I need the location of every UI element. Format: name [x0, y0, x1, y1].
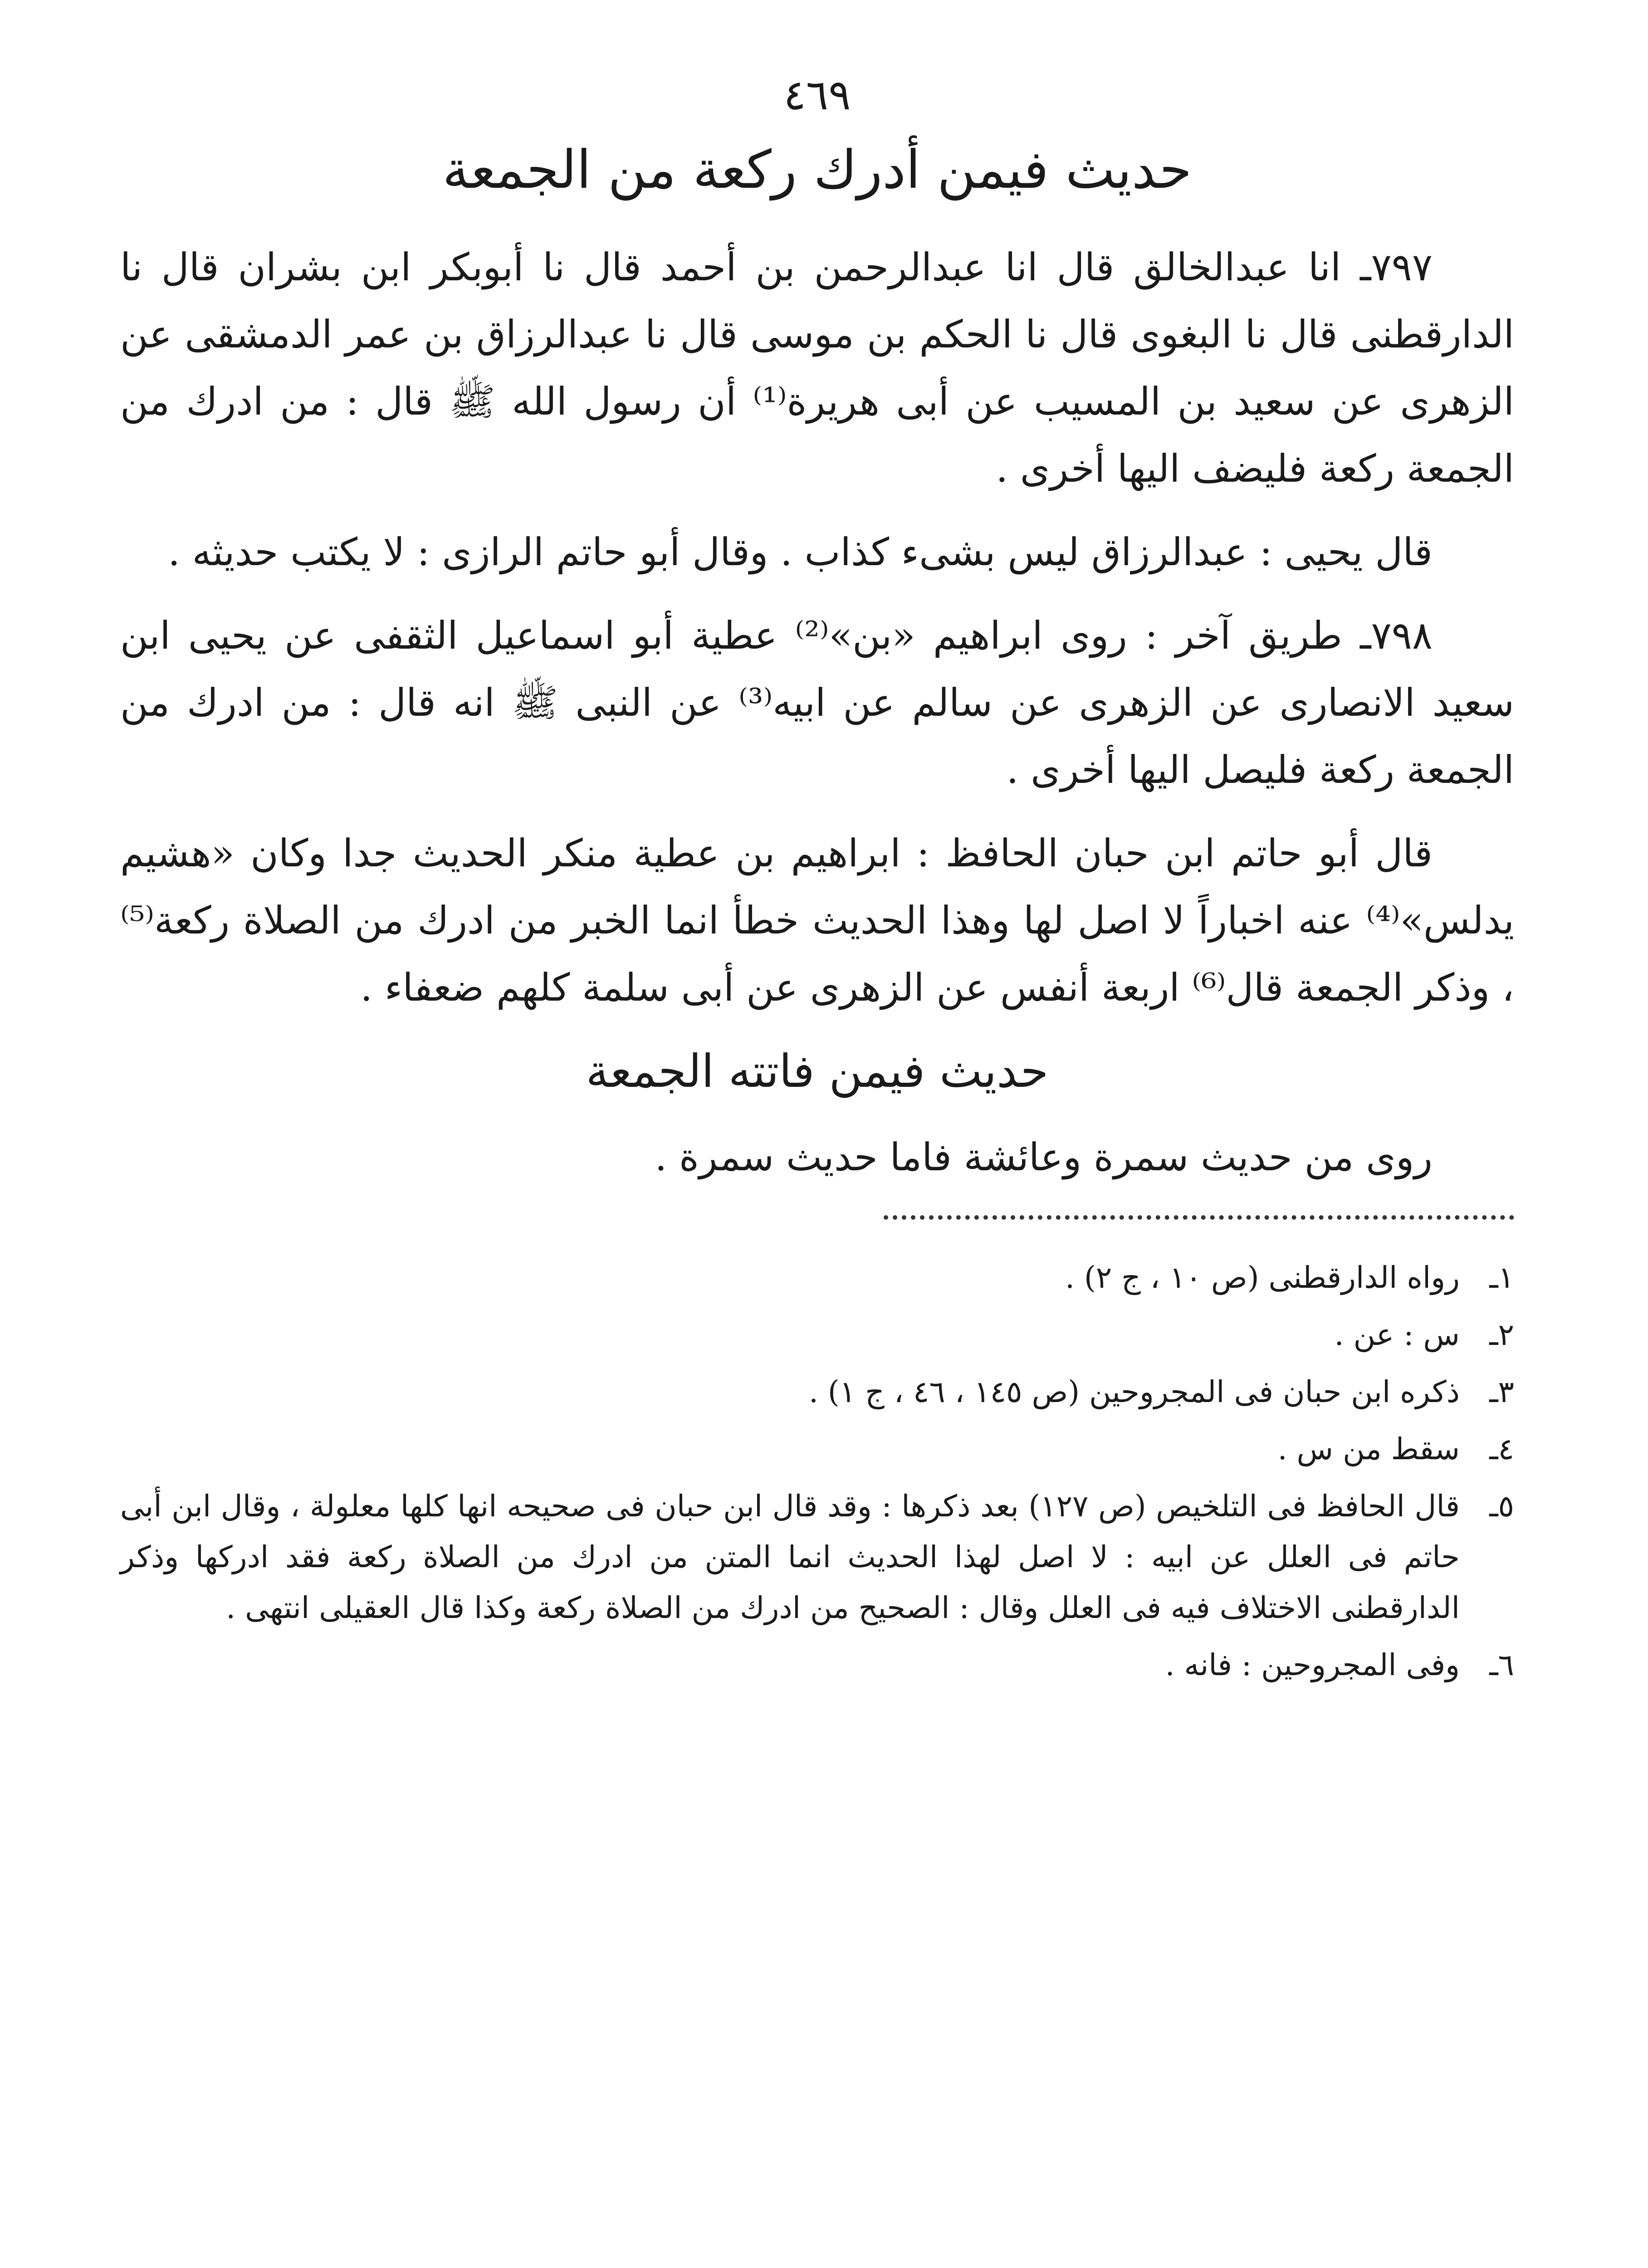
footnote-divider [884, 1215, 1514, 1225]
paragraph-ibn-hibban-comment: قال أبو حاتم ابن حبان الحافظ : ابراهيم بن عطية منكر الحديث جدا وكان «هشيم يدلس»⁽⁴⁾ عنه اخباراً لا اصل لها وهذا الحديث خطأ انما الخبر من ادرك من الصلاة ركعة⁽⁵⁾ ، وذكر الجمعة قال⁽⁶⁾ اربعة أنفس عن الزهرى عن أبى سلمة كلهم ضعفاء . [120, 831, 1514, 1010]
footnote-text: س : عن . [1334, 1317, 1460, 1352]
page-number: ٤٦٩ [783, 71, 851, 119]
footnote-number: ١ـ [1489, 1260, 1514, 1295]
paragraph-yahya-comment: قال يحيى : عبدالرزاق ليس بشىء كذاب . وقال أبو حاتم الرازى : لا يكتب حديثه . [168, 530, 1433, 574]
paragraph-hadith-797: ٧٩٧ـ انا عبدالخالق قال انا عبدالرحمن بن أحمد قال نا أبوبكر ابن بشران قال نا الدارقطنى قال نا البغوى قال نا الحكم بن موسى قال نا عبدالرزاق بن عمر الدمشقى عن الزهرى عن سعيد بن المسيب عن أبى هريرة⁽¹⁾ أن رسول الله ﷺ قال : من ادرك من الجمعة ركعة فليضف اليها أخرى . [120, 245, 1514, 491]
section-2-body [120, 1124, 1514, 1191]
footnote-text: ذكره ابن حبان فى المجروحين (ص ١٤٥ ، ٤٦ ، ج ١) . [808, 1374, 1460, 1409]
footnote-number: ٣ـ [1489, 1374, 1514, 1409]
footnote-number: ٤ـ [1489, 1432, 1514, 1466]
footnote-text: قال الحافظ فى التلخيص (ص ١٢٧) بعد ذكرها : وقد قال ابن حبان فى صحيحه انها كلها معلولة ، وقال ابن أبى حاتم فى العلل عن ابيه : لا اصل لهذا الحديث انما المتن من ادرك من الصلاة ركعة فقد ادركها وذكر الدارقطنى الاختلاف فيه فى العلل وقال : الصحيح من ادرك من الصلاة ركعة وكذا قال العقيلى انتهى . [120, 1489, 1460, 1625]
section-1-body [120, 234, 1514, 1021]
footnote-text: رواه الدارقطنى (ص ١٠ ، ج ٢) . [1065, 1260, 1460, 1295]
paragraph-samura-aisha: روى من حديث سمرة وعائشة فاما حديث سمرة . [655, 1135, 1433, 1179]
footnote-number: ٢ـ [1489, 1317, 1514, 1352]
footnote-number: ٥ـ [1489, 1489, 1514, 1524]
footnote-item [120, 1424, 1514, 1475]
section-heading-1: حديث فيمن أدرك ركعة من الجمعة [442, 139, 1192, 200]
footnote-item [120, 1310, 1514, 1360]
footnotes-list [120, 1252, 1514, 1691]
footnote-text: سقط من س . [1277, 1432, 1460, 1466]
footnote-text: وفى المجروحين : فانه . [1165, 1647, 1460, 1682]
footnote-item [120, 1481, 1514, 1633]
footnote-item [120, 1640, 1514, 1691]
section-heading-2: حديث فيمن فاتته الجمعة [586, 1045, 1049, 1098]
footnote-item [120, 1252, 1514, 1303]
footnote-number: ٦ـ [1489, 1647, 1514, 1682]
footnote-divider-row [120, 1207, 1514, 1225]
footnote-item [120, 1367, 1514, 1418]
paragraph-hadith-798: ٧٩٨ـ طريق آخر : روى ابراهيم «بن»⁽²⁾ عطية أبو اسماعيل الثقفى عن يحيى ابن سعيد الانصارى عن الزهرى عن سالم عن ابيه⁽³⁾ عن النبى ﷺ انه قال : من ادرك من الجمعة ركعة فليصل اليها أخرى . [120, 613, 1515, 792]
